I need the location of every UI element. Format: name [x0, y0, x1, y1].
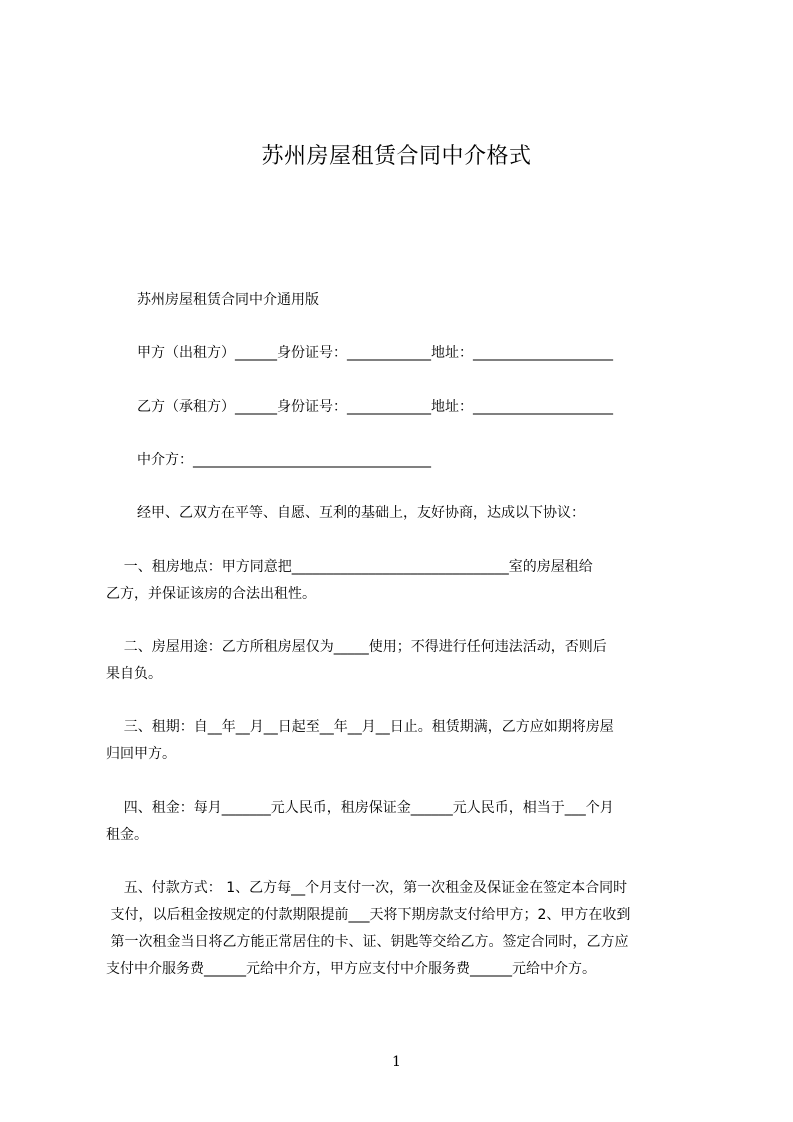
document-subtitle: 苏州房屋租赁合同中介通用版: [137, 292, 319, 308]
page-number: 1: [392, 1054, 401, 1070]
intro-paragraph: 经甲、乙双方在平等、自愿、互利的基础上，友好协商，达成以下协议：: [137, 505, 585, 521]
clause-3-line-2: 归回甲方。: [106, 746, 176, 762]
clause-5-line-2: 支付，以后租金按规定的付款期限提前___天将下期房款支付给甲方；2、甲方在收到: [106, 907, 631, 923]
clause-4-line-2: 租金。: [106, 827, 148, 843]
party-b-line: 乙方（承租方）______身份证号：____________地址：____________________: [137, 399, 613, 415]
party-a-line: 甲方（出租方）______身份证号：____________地址：____________________: [137, 345, 613, 361]
clause-1-line-2: 乙方，并保证该房的合法出租性。: [106, 586, 316, 602]
agent-line: 中介方：__________________________________: [137, 452, 431, 468]
document-title: 苏州房屋租赁合同中介格式: [261, 144, 532, 169]
clause-5-line-1: 五、付款方式： 1、乙方每__个月支付一次，第一次租金及保证金在签定本合同时: [106, 880, 628, 896]
clause-5-line-3: 第一次租金当日将乙方能正常居住的卡、证、钥匙等交给乙方。签定合同时，乙方应: [106, 934, 629, 950]
clause-2-line-2: 果自负。: [106, 666, 162, 682]
clause-3-line-1: 三、租期：自__年__月__日起至__年__月__日止。租赁期满，乙方应如期将房屋: [106, 719, 614, 735]
clause-1-line-1: 一、租房地点：甲方同意把_______________________________室的房屋租给: [106, 559, 593, 575]
clause-4-line-1: 四、租金：每月_______元人民币，租房保证金______元人民币，相当于___个月: [106, 800, 614, 816]
clause-5-line-4: 支付中介服务费______元给中介方，甲方应支付中介服务费______元给中介方。: [106, 961, 596, 977]
clause-2-line-1: 二、房屋用途：乙方所租房屋仅为_____使用；不得进行任何违法活动，否则后: [106, 639, 607, 655]
